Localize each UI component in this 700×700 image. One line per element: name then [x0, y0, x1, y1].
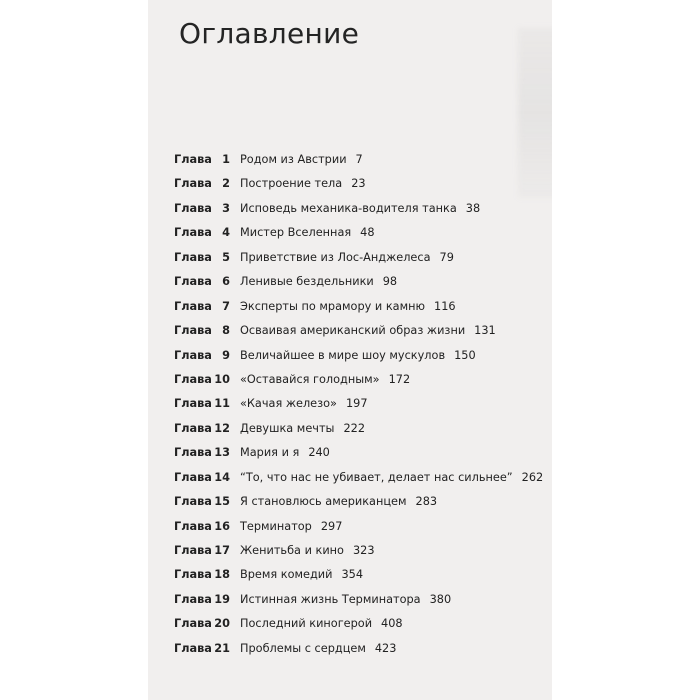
chapter-title-line: [240, 226, 375, 239]
chapter-page-number: 423: [374, 641, 397, 655]
chapter-title: Эксперты по мрамору и камню: [240, 299, 426, 313]
toc-entry: [148, 495, 552, 519]
chapter-number: 7: [222, 299, 230, 313]
chapter-title: Исповедь механика-водителя танка: [240, 201, 457, 215]
chapter-label: Глава: [174, 177, 212, 191]
chapter-title: Родом из Австрии: [240, 153, 347, 166]
chapter-page-number: 150: [454, 348, 476, 362]
chapter-page-number: 7: [355, 153, 363, 166]
chapter-page-number: 297: [320, 519, 343, 533]
chapter-label: Глава: [174, 299, 212, 313]
toc-entry: [148, 251, 552, 275]
toc-entry: [148, 617, 552, 641]
chapter-title-line: [240, 373, 410, 386]
chapter-title-line: [240, 153, 363, 166]
toc-entry: [148, 202, 552, 226]
chapter-label: Глава: [174, 544, 212, 557]
chapter-label: Глава: [174, 421, 212, 435]
chapter-title-line: [240, 495, 437, 508]
chapter-page-number: 172: [388, 372, 411, 386]
chapter-page-number: 262: [521, 470, 544, 484]
chapter-page-number: 354: [341, 568, 364, 582]
chapter-label: Глава: [174, 397, 212, 411]
chapter-page-number: 79: [439, 250, 454, 264]
chapter-title-line: [240, 446, 330, 459]
chapter-page-number: 197: [345, 397, 368, 411]
chapter-title: Терминатор: [240, 519, 312, 533]
page-title: Оглавление: [179, 17, 360, 50]
chapter-page-number: 323: [352, 544, 375, 557]
chapter-label: Глава: [174, 592, 212, 606]
chapter-label: Глава: [174, 372, 212, 386]
toc-entry: [148, 153, 552, 177]
chapter-page-number: 380: [429, 592, 452, 606]
chapter-page-number: 38: [465, 201, 481, 215]
chapter-title: Девушка мечты: [240, 421, 335, 435]
toc-entry: [148, 226, 552, 250]
chapter-title-line: [240, 520, 342, 533]
chapter-title: Приветствие из Лос-Анджелеса: [240, 250, 431, 264]
chapter-title: Построение тела: [240, 177, 343, 191]
chapter-title: Время комедий: [240, 568, 333, 582]
chapter-label: Глава: [174, 275, 212, 289]
chapter-title-line: [240, 617, 403, 630]
toc-entry: [148, 275, 552, 299]
chapter-page-number: 222: [343, 421, 366, 435]
chapter-page-number: 283: [415, 495, 438, 509]
toc-entry: [148, 642, 552, 666]
chapter-label: Глава: [174, 250, 212, 264]
chapter-title: “То, что нас не убивает, делает нас сильнее”: [240, 470, 513, 484]
chapter-label: Глава: [174, 568, 212, 582]
chapter-page-number: 240: [308, 446, 330, 460]
chapter-number: 17: [214, 544, 230, 557]
chapter-title-line: [240, 642, 396, 655]
toc-entry: [148, 397, 552, 421]
chapter-number: 20: [214, 617, 230, 631]
chapter-label: Глава: [174, 348, 212, 362]
chapter-number: 14: [214, 470, 230, 484]
chapter-title-line: [240, 593, 451, 606]
chapter-title: Истинная жизнь Терминатора: [240, 592, 421, 606]
table-of-contents: [148, 153, 552, 666]
toc-entry: [148, 422, 552, 446]
chapter-title: Мистер Вселенная: [240, 226, 352, 240]
toc-entry: [148, 471, 552, 495]
chapter-number: 9: [222, 348, 230, 362]
toc-entry: [148, 446, 552, 470]
chapter-page-number: 131: [474, 324, 496, 338]
chapter-number: 21: [214, 641, 230, 655]
chapter-number: 8: [222, 324, 230, 338]
toc-entry: [148, 373, 552, 397]
chapter-title: Я становлюсь американцем: [240, 495, 407, 509]
chapter-number: 15: [214, 495, 230, 509]
chapter-page-number: 116: [434, 299, 456, 313]
toc-entry: [148, 544, 552, 568]
toc-entry: [148, 349, 552, 373]
chapter-title: Женитьба и кино: [240, 544, 344, 557]
chapter-number: 5: [222, 250, 230, 264]
chapter-number: 12: [214, 421, 230, 435]
chapter-page-number: 408: [381, 617, 403, 631]
chapter-label: Глава: [174, 470, 212, 484]
chapter-title: «Оставайся голодным»: [240, 372, 380, 386]
chapter-title: Проблемы с сердцем: [240, 641, 366, 655]
toc-entry: [148, 324, 552, 348]
chapter-title-line: [240, 471, 543, 484]
chapter-number: 2: [222, 177, 230, 191]
toc-entry: [148, 300, 552, 324]
chapter-number: 13: [214, 446, 230, 460]
chapter-title-line: [240, 275, 397, 288]
chapter-number: 3: [222, 201, 230, 215]
chapter-number: 19: [214, 592, 230, 606]
chapter-label: Глава: [174, 617, 212, 631]
chapter-title: «Качая железо»: [240, 397, 337, 411]
toc-entry: [148, 593, 552, 617]
chapter-title: Ленивые бездельники: [240, 275, 374, 289]
chapter-title-line: [240, 202, 480, 215]
chapter-label: Глава: [174, 519, 212, 533]
chapter-title-line: [240, 177, 366, 190]
chapter-title-line: [240, 300, 456, 313]
chapter-page-number: 48: [360, 226, 375, 240]
chapter-label: Глава: [174, 201, 212, 215]
chapter-label: Глава: [174, 226, 212, 240]
chapter-number: 18: [214, 568, 230, 582]
chapter-title-line: [240, 568, 363, 581]
toc-entry: [148, 568, 552, 592]
chapter-label: Глава: [174, 446, 212, 460]
chapter-title-line: [240, 251, 454, 264]
chapter-label: Глава: [174, 641, 212, 655]
chapter-label: Глава: [174, 324, 212, 338]
toc-entry: [148, 177, 552, 201]
chapter-page-number: 23: [351, 177, 366, 191]
chapter-label: Глава: [174, 153, 212, 166]
chapter-number: 10: [214, 372, 230, 386]
chapter-title-line: [240, 324, 496, 337]
chapter-number: 4: [222, 226, 230, 240]
chapter-page-number: 98: [382, 275, 398, 289]
chapter-label: Глава: [174, 495, 212, 509]
chapter-number: 1: [222, 153, 230, 166]
chapter-title: Последний киногерой: [240, 617, 373, 631]
chapter-title-line: [240, 422, 365, 435]
book-page: [148, 0, 552, 700]
chapter-title-line: [240, 544, 375, 557]
chapter-title: Осваивая американский образ жизни: [240, 324, 466, 338]
chapter-number: 6: [222, 275, 230, 289]
toc-entry: [148, 520, 552, 544]
chapter-title: Мария и я: [240, 446, 300, 460]
chapter-number: 16: [214, 519, 230, 533]
chapter-title: Величайшее в мире шоу мускулов: [240, 348, 446, 362]
chapter-title-line: [240, 397, 368, 410]
chapter-title-line: [240, 349, 476, 362]
chapter-number: 11: [214, 397, 230, 411]
